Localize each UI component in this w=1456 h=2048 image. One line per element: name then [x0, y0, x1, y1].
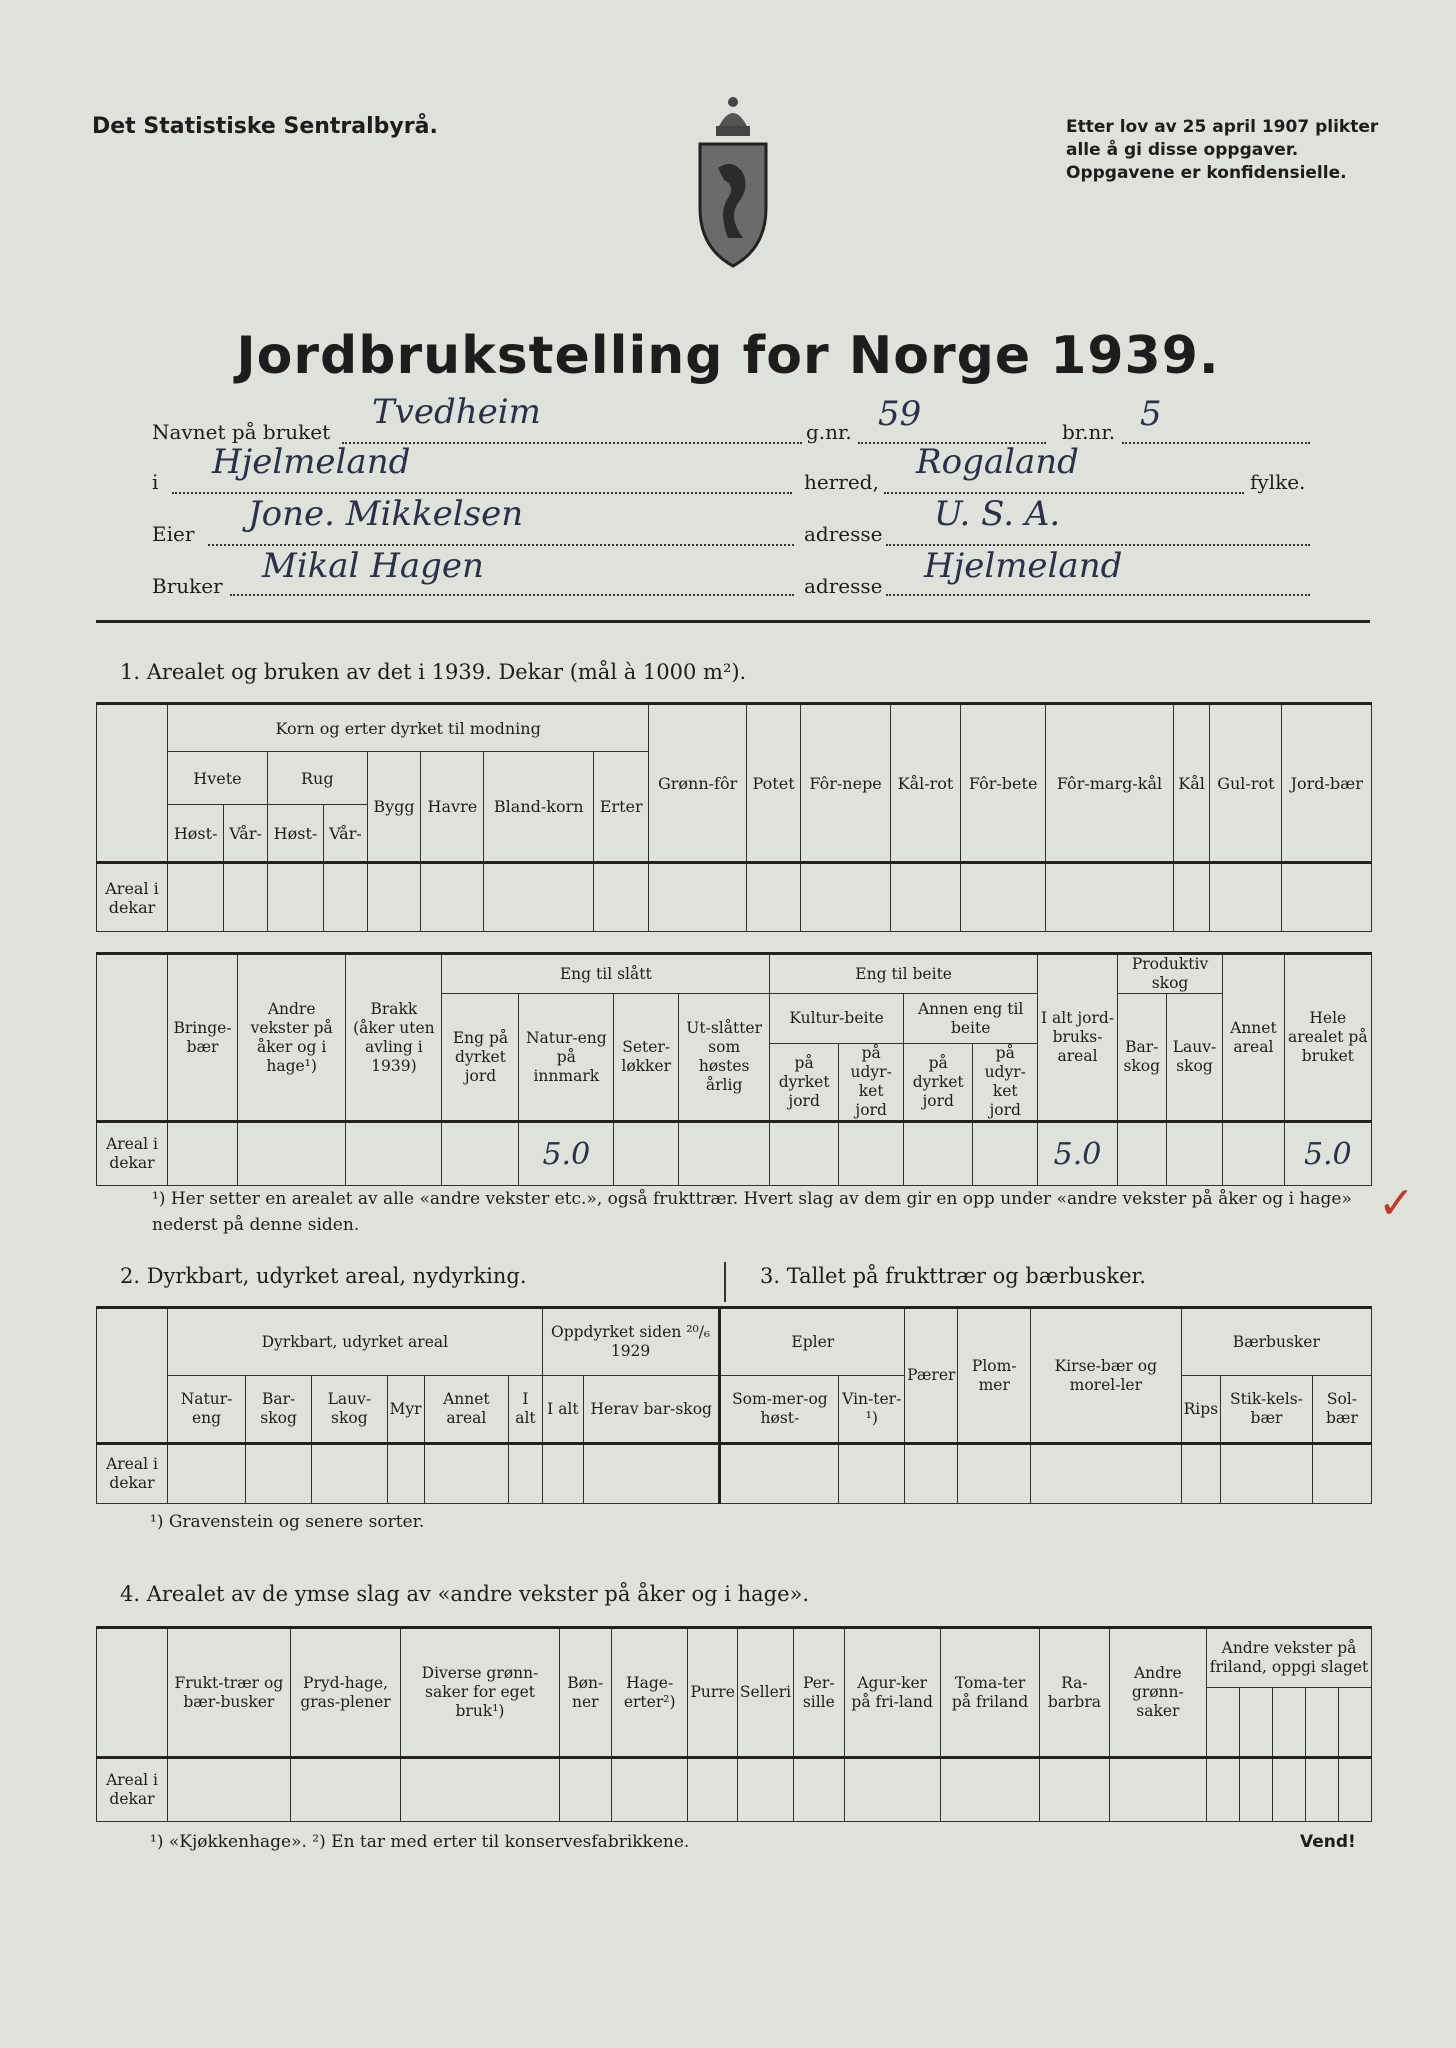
data-cell[interactable]: [688, 1758, 737, 1822]
data-cell[interactable]: [238, 1122, 346, 1186]
header-cell: Dyrkbart, udyrket areal: [168, 1308, 543, 1376]
data-cell[interactable]: [387, 1444, 424, 1504]
data-cell[interactable]: [168, 1444, 246, 1504]
data-cell[interactable]: [614, 1122, 679, 1186]
header-cell: I alt: [542, 1376, 583, 1444]
header-cell: på dyrket jord: [904, 1044, 973, 1122]
data-cell[interactable]: [442, 1122, 519, 1186]
header-cell: Bar-skog: [246, 1376, 312, 1444]
data-cell[interactable]: [839, 1444, 905, 1504]
data-cell[interactable]: [904, 1122, 973, 1186]
user-address-label: adresse: [804, 574, 883, 598]
header-cell: Rug: [267, 752, 367, 804]
header-cell: Potet: [746, 704, 800, 863]
header-cell: Kål: [1173, 704, 1210, 863]
data-cell[interactable]: [770, 1122, 839, 1186]
data-cell[interactable]: [421, 863, 484, 932]
header-cell: Annet areal: [1223, 954, 1284, 1122]
data-cell[interactable]: [973, 1122, 1038, 1186]
header-cell: Hage-erter²): [611, 1628, 688, 1758]
header-cell: Fôr-marg-kål: [1046, 704, 1174, 863]
data-cell[interactable]: [224, 863, 268, 932]
header-cell: Eng til beite: [770, 954, 1038, 994]
section-4-heading: 4. Arealet av de ymse slag av «andre vekster på åker og i hage».: [120, 1582, 810, 1606]
header-cell: Som-mer-og høst-: [720, 1376, 839, 1444]
row-label: Areal i dekar: [97, 1444, 168, 1504]
header-cell: Eng på dyrket jord: [442, 994, 519, 1122]
header-cell: Annen eng til beite: [904, 994, 1038, 1044]
header-cell: Bringe-bær: [168, 954, 238, 1122]
header-cell: Frukt-trær og bær-busker: [168, 1628, 291, 1758]
header-cell: Ra-barbra: [1040, 1628, 1109, 1758]
header-cell: Per-sille: [794, 1628, 844, 1758]
header-cell: Andre vekster på friland, oppgi slaget: [1207, 1628, 1372, 1688]
data-cell[interactable]: [246, 1444, 312, 1504]
header-cell: Høst-: [168, 804, 224, 863]
data-cell[interactable]: [509, 1444, 543, 1504]
legal-notice-line: Etter lov av 25 april 1907 plikter: [1066, 117, 1379, 137]
table-2-3: [96, 1306, 1372, 1504]
county-value[interactable]: Rogaland: [916, 442, 1079, 482]
farm-name-value[interactable]: Tvedheim: [372, 392, 541, 432]
turn-over-label: Vend!: [1300, 1832, 1356, 1852]
data-cell[interactable]: [679, 1122, 770, 1186]
header-cell: Lauv-skog: [1166, 994, 1223, 1122]
user-address-line: [886, 594, 1310, 596]
data-cell[interactable]: [1312, 1444, 1371, 1504]
data-cell[interactable]: [961, 863, 1046, 932]
header-cell: Bøn-ner: [559, 1628, 611, 1758]
blank-header-cell[interactable]: [1240, 1688, 1273, 1758]
header-cell: Kirse-bær og morel-ler: [1031, 1308, 1182, 1444]
header-cell: Myr: [387, 1376, 424, 1444]
user-label: Bruker: [152, 574, 223, 598]
data-cell[interactable]: [424, 1444, 509, 1504]
header-cell: Natur-eng: [168, 1376, 246, 1444]
header-cell: Andre grønn-saker: [1109, 1628, 1206, 1758]
data-cell-natureng[interactable]: 5.0: [519, 1122, 614, 1186]
data-cell[interactable]: [1210, 863, 1282, 932]
owner-label: Eier: [152, 522, 195, 546]
data-cell[interactable]: [1282, 863, 1372, 932]
data-cell[interactable]: [746, 863, 800, 932]
data-cell[interactable]: [484, 863, 594, 932]
header-cell: Jord-bær: [1282, 704, 1372, 863]
row-label: Areal i dekar: [97, 863, 168, 932]
header-cell: Diverse grønn-saker for eget bruk¹): [401, 1628, 559, 1758]
data-cell[interactable]: [958, 1444, 1031, 1504]
data-cell[interactable]: [367, 863, 421, 932]
data-cell[interactable]: [1166, 1122, 1223, 1186]
brnr-value[interactable]: 5: [1140, 394, 1162, 434]
header-cell: Vår-: [224, 804, 268, 863]
data-cell[interactable]: [905, 1444, 958, 1504]
table-4: [96, 1626, 1372, 1822]
data-cell[interactable]: [168, 863, 224, 932]
gnr-value[interactable]: 59: [878, 394, 922, 434]
header-cell: Fôr-bete: [961, 704, 1046, 863]
gnr-label: g.nr.: [806, 420, 852, 444]
brnr-line: [1122, 442, 1310, 444]
user-value[interactable]: Mikal Hagen: [262, 546, 484, 586]
header-cell: Seter-løkker: [614, 994, 679, 1122]
data-cell[interactable]: [1031, 1444, 1182, 1504]
data-cell-total-farmland[interactable]: 5.0: [1038, 1122, 1118, 1186]
row-label: Areal i dekar: [97, 1122, 168, 1186]
data-cell[interactable]: [1117, 1122, 1166, 1186]
header-cell: Havre: [421, 752, 484, 863]
header-cell: I alt jord-bruks-areal: [1038, 954, 1118, 1122]
header-cell: Natur-eng på innmark: [519, 994, 614, 1122]
header-cell: Herav bar-skog: [584, 1376, 720, 1444]
data-cell[interactable]: [1040, 1758, 1109, 1822]
table-1b: [96, 952, 1372, 1186]
data-cell[interactable]: [1338, 1758, 1371, 1822]
data-cell[interactable]: [584, 1444, 720, 1504]
header-cell: Gul-rot: [1210, 704, 1282, 863]
owner-value[interactable]: Jone. Mikkelsen: [248, 494, 524, 534]
footnote-4: ¹) «Kjøkkenhage». ²) En tar med erter til konservesfabrikkene.: [150, 1832, 690, 1852]
row-label: Areal i dekar: [97, 1758, 168, 1822]
header-cell: Bar-skog: [1117, 994, 1166, 1122]
header-cell: Produktiv skog: [1117, 954, 1222, 994]
header-cell: Purre: [688, 1628, 737, 1758]
data-cell-total-area[interactable]: 5.0: [1284, 1122, 1371, 1186]
header-cell: Rips: [1181, 1376, 1221, 1444]
header-cell: Bland-korn: [484, 752, 594, 863]
page-title: Jordbrukstelling for Norge 1939.: [236, 326, 1220, 386]
legal-notice-line: alle å gi disse oppgaver.: [1066, 140, 1299, 160]
header-cell: Eng til slått: [442, 954, 770, 994]
data-cell[interactable]: [312, 1444, 387, 1504]
legal-notice-line: Oppgavene er konfidensielle.: [1066, 163, 1347, 183]
data-cell[interactable]: [649, 863, 747, 932]
header-cell: Agur-ker på fri-land: [844, 1628, 940, 1758]
data-cell[interactable]: [720, 1444, 839, 1504]
data-cell[interactable]: [1173, 863, 1210, 932]
farm-name-line: [342, 442, 802, 444]
data-cell[interactable]: [940, 1758, 1039, 1822]
data-cell[interactable]: [542, 1444, 583, 1504]
section-3-heading: 3. Tallet på frukttrær og bærbusker.: [760, 1264, 1146, 1288]
checkmark-icon: ✓: [1378, 1178, 1415, 1229]
header-cell: Kål-rot: [890, 704, 960, 863]
data-cell[interactable]: [593, 863, 648, 932]
section-1-heading: 1. Arealet og bruken av det i 1939. Dekar (mål à 1000 m²).: [120, 660, 747, 684]
data-cell[interactable]: [401, 1758, 559, 1822]
header-cell: Plom-mer: [958, 1308, 1031, 1444]
header-cell: på udyr-ket jord: [839, 1044, 904, 1122]
data-cell[interactable]: [794, 1758, 844, 1822]
brnr-label: br.nr.: [1062, 420, 1116, 444]
header-cell: Kultur-beite: [770, 994, 904, 1044]
header-cell: I alt: [509, 1376, 543, 1444]
data-cell[interactable]: [611, 1758, 688, 1822]
header-cell: Bygg: [367, 752, 421, 863]
header-cell: Pryd-hage, gras-plener: [290, 1628, 401, 1758]
header-cell: Selleri: [737, 1628, 793, 1758]
header-cell: Vår-: [324, 804, 368, 863]
data-cell[interactable]: [844, 1758, 940, 1822]
header-cell: på dyrket jord: [770, 1044, 839, 1122]
header-cell: Toma-ter på friland: [940, 1628, 1039, 1758]
owner-address-label: adresse: [804, 522, 883, 546]
blank-header-cell[interactable]: [1305, 1688, 1338, 1758]
fylke-label: fylke.: [1250, 470, 1306, 494]
blank-header-cell[interactable]: [1207, 1688, 1240, 1758]
data-cell[interactable]: [267, 863, 323, 932]
section-2-heading: 2. Dyrkbart, udyrket areal, nydyrking.: [120, 1264, 527, 1288]
data-cell[interactable]: [290, 1758, 401, 1822]
header-cell: Pærer: [905, 1308, 958, 1444]
data-cell[interactable]: [1181, 1444, 1221, 1504]
municipality-value[interactable]: Hjelmeland: [212, 442, 411, 482]
header-cell: Oppdyrket siden ²⁰/₆ 1929: [542, 1308, 720, 1376]
divider: [96, 620, 1370, 623]
footnote-1: ¹) Her setter en arealet av alle «andre vekster etc.», også frukttrær. Hvert slag av dem gir en opp under «andre vekster på åker og i hage» nederst på denne siden.: [152, 1189, 1352, 1235]
header-cell: Ut-slåtter som høstes årlig: [679, 994, 770, 1122]
table-1a: [96, 702, 1372, 932]
header-cell: på udyr-ket jord: [973, 1044, 1038, 1122]
blank-header-cell[interactable]: [1338, 1688, 1371, 1758]
data-cell[interactable]: [1046, 863, 1174, 932]
data-cell[interactable]: [839, 1122, 904, 1186]
data-cell[interactable]: [1272, 1758, 1305, 1822]
legal-notice: [1066, 116, 1378, 185]
data-cell[interactable]: [168, 1758, 291, 1822]
divider: [724, 1262, 726, 1302]
organization-name: Det Statistiske Sentralbyrå.: [92, 114, 438, 139]
header-cell: Andre vekster på åker og i hage¹): [238, 954, 346, 1122]
data-cell[interactable]: [1223, 1122, 1284, 1186]
data-cell[interactable]: [737, 1758, 793, 1822]
data-cell[interactable]: [1305, 1758, 1338, 1822]
municipality-label: i: [152, 470, 159, 494]
header-cell: Brakk (åker uten avling i 1939): [346, 954, 442, 1122]
header-cell: Annet areal: [424, 1376, 509, 1444]
data-cell[interactable]: [559, 1758, 611, 1822]
footnote-3: ¹) Gravenstein og senere sorter.: [150, 1512, 425, 1532]
herred-label: herred,: [804, 470, 879, 494]
user-line: [230, 594, 794, 596]
data-cell[interactable]: [168, 1122, 238, 1186]
coat-of-arms-icon: [688, 88, 778, 278]
data-cell[interactable]: [1207, 1758, 1240, 1822]
header-cell: Grønn-fôr: [649, 704, 747, 863]
user-address-value[interactable]: Hjelmeland: [924, 546, 1123, 586]
data-cell[interactable]: [324, 863, 368, 932]
header-cell: Hele arealet på bruket: [1284, 954, 1371, 1122]
header-cell: Erter: [593, 752, 648, 863]
data-cell[interactable]: [1240, 1758, 1273, 1822]
data-cell[interactable]: [1221, 1444, 1313, 1504]
data-cell[interactable]: [1109, 1758, 1206, 1822]
header-cell: Epler: [720, 1308, 905, 1376]
data-cell[interactable]: [801, 863, 891, 932]
data-cell[interactable]: [890, 863, 960, 932]
header-cell: Korn og erter dyrket til modning: [168, 704, 649, 752]
header-cell: Hvete: [168, 752, 268, 804]
blank-header-cell[interactable]: [1272, 1688, 1305, 1758]
header-cell: Bærbusker: [1181, 1308, 1371, 1376]
header-cell: Sol-bær: [1312, 1376, 1371, 1444]
header-cell: Høst-: [267, 804, 323, 863]
header-cell: Fôr-nepe: [801, 704, 891, 863]
owner-address-value[interactable]: U. S. A.: [934, 494, 1061, 534]
header-cell: Vin-ter-¹): [839, 1376, 905, 1444]
header-cell: Lauv-skog: [312, 1376, 387, 1444]
data-cell[interactable]: [346, 1122, 442, 1186]
header-cell: Stik-kels-bær: [1221, 1376, 1313, 1444]
farm-name-label: Navnet på bruket: [152, 420, 331, 444]
